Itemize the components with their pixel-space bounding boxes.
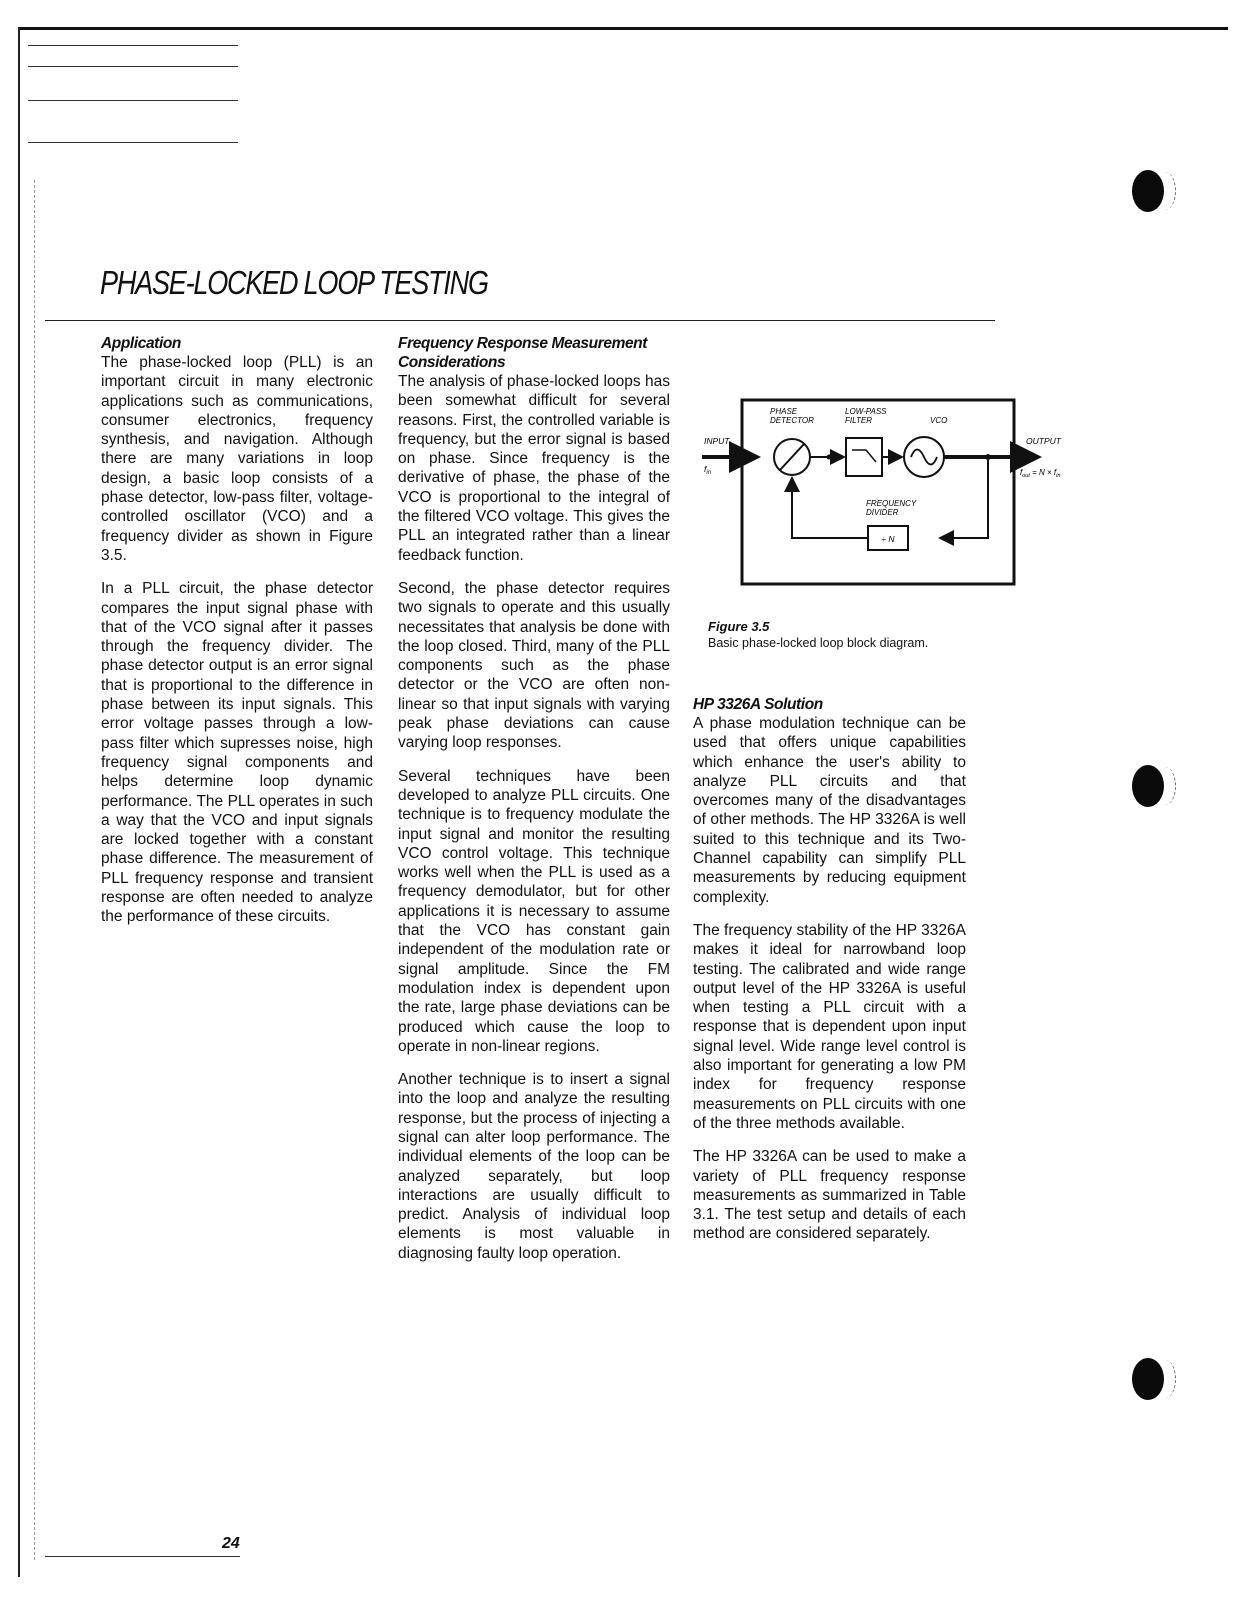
paragraph: Another technique is to insert a signal into the loop and analyze the resulting response, but the process of injecting a signal can alter loop performance. The individual elements of the loop can be analyzed separately, but loop interactions are usually difficult to predict. Analysis of individual loop elements is most valuable in diagnosing faulty loop operation. [398,1071,670,1262]
fout-subscript: out [1022,473,1030,479]
fin-label [704,464,712,476]
lowpass-label: FILTER [845,416,872,425]
paragraph: The HP 3326A can be used to make a variety of PLL frequency response measurements as summarized in Table 3.1. The test setup and details of each method are considered separately. [693,1148,966,1243]
paragraph: The phase-locked loop (PLL) is an important circuit in many electronic applications such as communications, consumer electronics, frequency synthesis, and navigation. Although there are many variations in loop design, a basic loop consists of a phase detector, low-pass filter, voltage-controlled oscillator (VCO) and a frequency divider as shown in Figure 3.5. [101,354,373,564]
binding-perforation [34,180,41,1560]
column-solution [693,695,966,1258]
column-considerations [398,334,670,1277]
column-application [101,334,373,941]
section-heading-line: Frequency Response Measurement [398,335,648,352]
paragraph: The analysis of phase-locked loops has been somewhat difficult for several reasons. First, the controlled variable is frequency, but the error signal is based on phase. Since frequency is the derivative of phase, the phase of the VCO is proportional to the integral of the filtered VCO voltage. This gives the PLL an integrated rather than a linear feedback function. [398,373,670,564]
fout-label [1020,468,1060,479]
binding-edge [18,27,20,1577]
punch-hole [1132,765,1164,807]
title-underline [45,320,995,321]
section-heading-line: Considerations [398,354,506,371]
vco-label: VCO [930,416,948,425]
page-number: 24 [222,1535,240,1552]
tab-divider-line [28,66,238,67]
lowpass-symbol [852,450,876,462]
paragraph: Several techniques have been developed to analyze PLL circuits. One technique is to frequency modulate the input signal and monitor the resulting VCO control voltage. This technique works well when the PLL is used as a frequency demodulator, but for other applications it is necessary to assume that the VCO has constant gain independent of the modulation rate or signal amplitude. Since the FM modulation index is dependent upon the rate, large phase deviations can be produced which cause the loop to operate in non-linear regions. [398,767,670,1055]
junction-dot [827,455,832,460]
tab-divider-line [28,100,238,101]
fin-main: f [704,464,707,474]
sine-wave-icon [911,450,937,465]
fout-subscript: in [1056,473,1061,479]
output-label: OUTPUT [1026,436,1061,446]
paragraph: Second, the phase detector requires two signals to operate and this usually necessitates that analysis be done with the loop closed. Third, many of the PLL components such as the phase detector or the VCO are often non-linear so that input signals with varying peak phase deviations can cause varying loop responses. [398,579,670,752]
top-rule [18,27,1228,30]
divider-box-label: ÷ N [881,534,895,544]
figure-caption: Basic phase-locked loop block diagram. [708,636,929,650]
tab-divider-line [28,45,238,46]
page-title: PHASE-LOCKED LOOP TESTING [100,264,488,301]
figure-label: Figure 3.5 [708,619,770,634]
paragraph: The frequency stability of the HP 3326A makes it ideal for narrowband loop testing. The calibrated and wide range output level of the HP 3326A is useful when testing a PLL circuit with a response that is dependent upon input signal level. Wide range level control is also important for generating a low PM index for frequency response measurements on PLL circuits with one of the three methods available. [693,921,966,1132]
feedback-path [940,460,988,538]
fout-equation: = N × f [1029,468,1057,477]
divider-label: DIVIDER [866,508,899,517]
feedback-path [792,478,868,538]
section-heading: HP 3326A Solution [693,696,823,713]
section-heading: Application [101,335,181,352]
paragraph: In a PLL circuit, the phase detector compares the input signal phase with that of the VCO signal after it passes through the frequency divider. The phase detector output is an error signal that is proportional to the difference in phase between its input signals. This error voltage passes through a low-pass filter which supresses noise, high frequency signal components and helps determine loop dynamic performance. The PLL operates in such a way that the VCO and input signals are locked together with a constant phase difference. The measurement of PLL frequency response and transient response are often needed to analyze the performance of these circuits. [101,580,373,926]
phase-detector-label: PHASE [770,407,798,416]
paragraph: A phase modulation technique can be used that offers unique capabilities which enhance the user's ability to analyze PLL circuits and that overcomes many of the disadvantages of other methods. The HP 3326A is well suited to this technique and its Two-Channel capability can simplify PLL measurements by reducing equipment complexity. [693,715,966,906]
input-label: INPUT [704,436,730,446]
divider-label: FREQUENCY [866,499,917,508]
punch-hole [1132,1358,1164,1400]
phase-detector-label: DETECTOR [770,416,814,425]
diagram-frame [742,400,1014,584]
punch-hole [1132,170,1164,212]
tab-divider-line [28,142,238,143]
lowpass-filter-box [846,438,882,476]
pll-block-diagram [702,398,1122,608]
lowpass-label: LOW-PASS [845,407,887,416]
fin-subscript: in [706,470,712,476]
fout-main: f [1020,468,1023,477]
phase-detector-slash [780,444,804,470]
section-heading [398,334,670,372]
bottom-rule [45,1556,240,1557]
